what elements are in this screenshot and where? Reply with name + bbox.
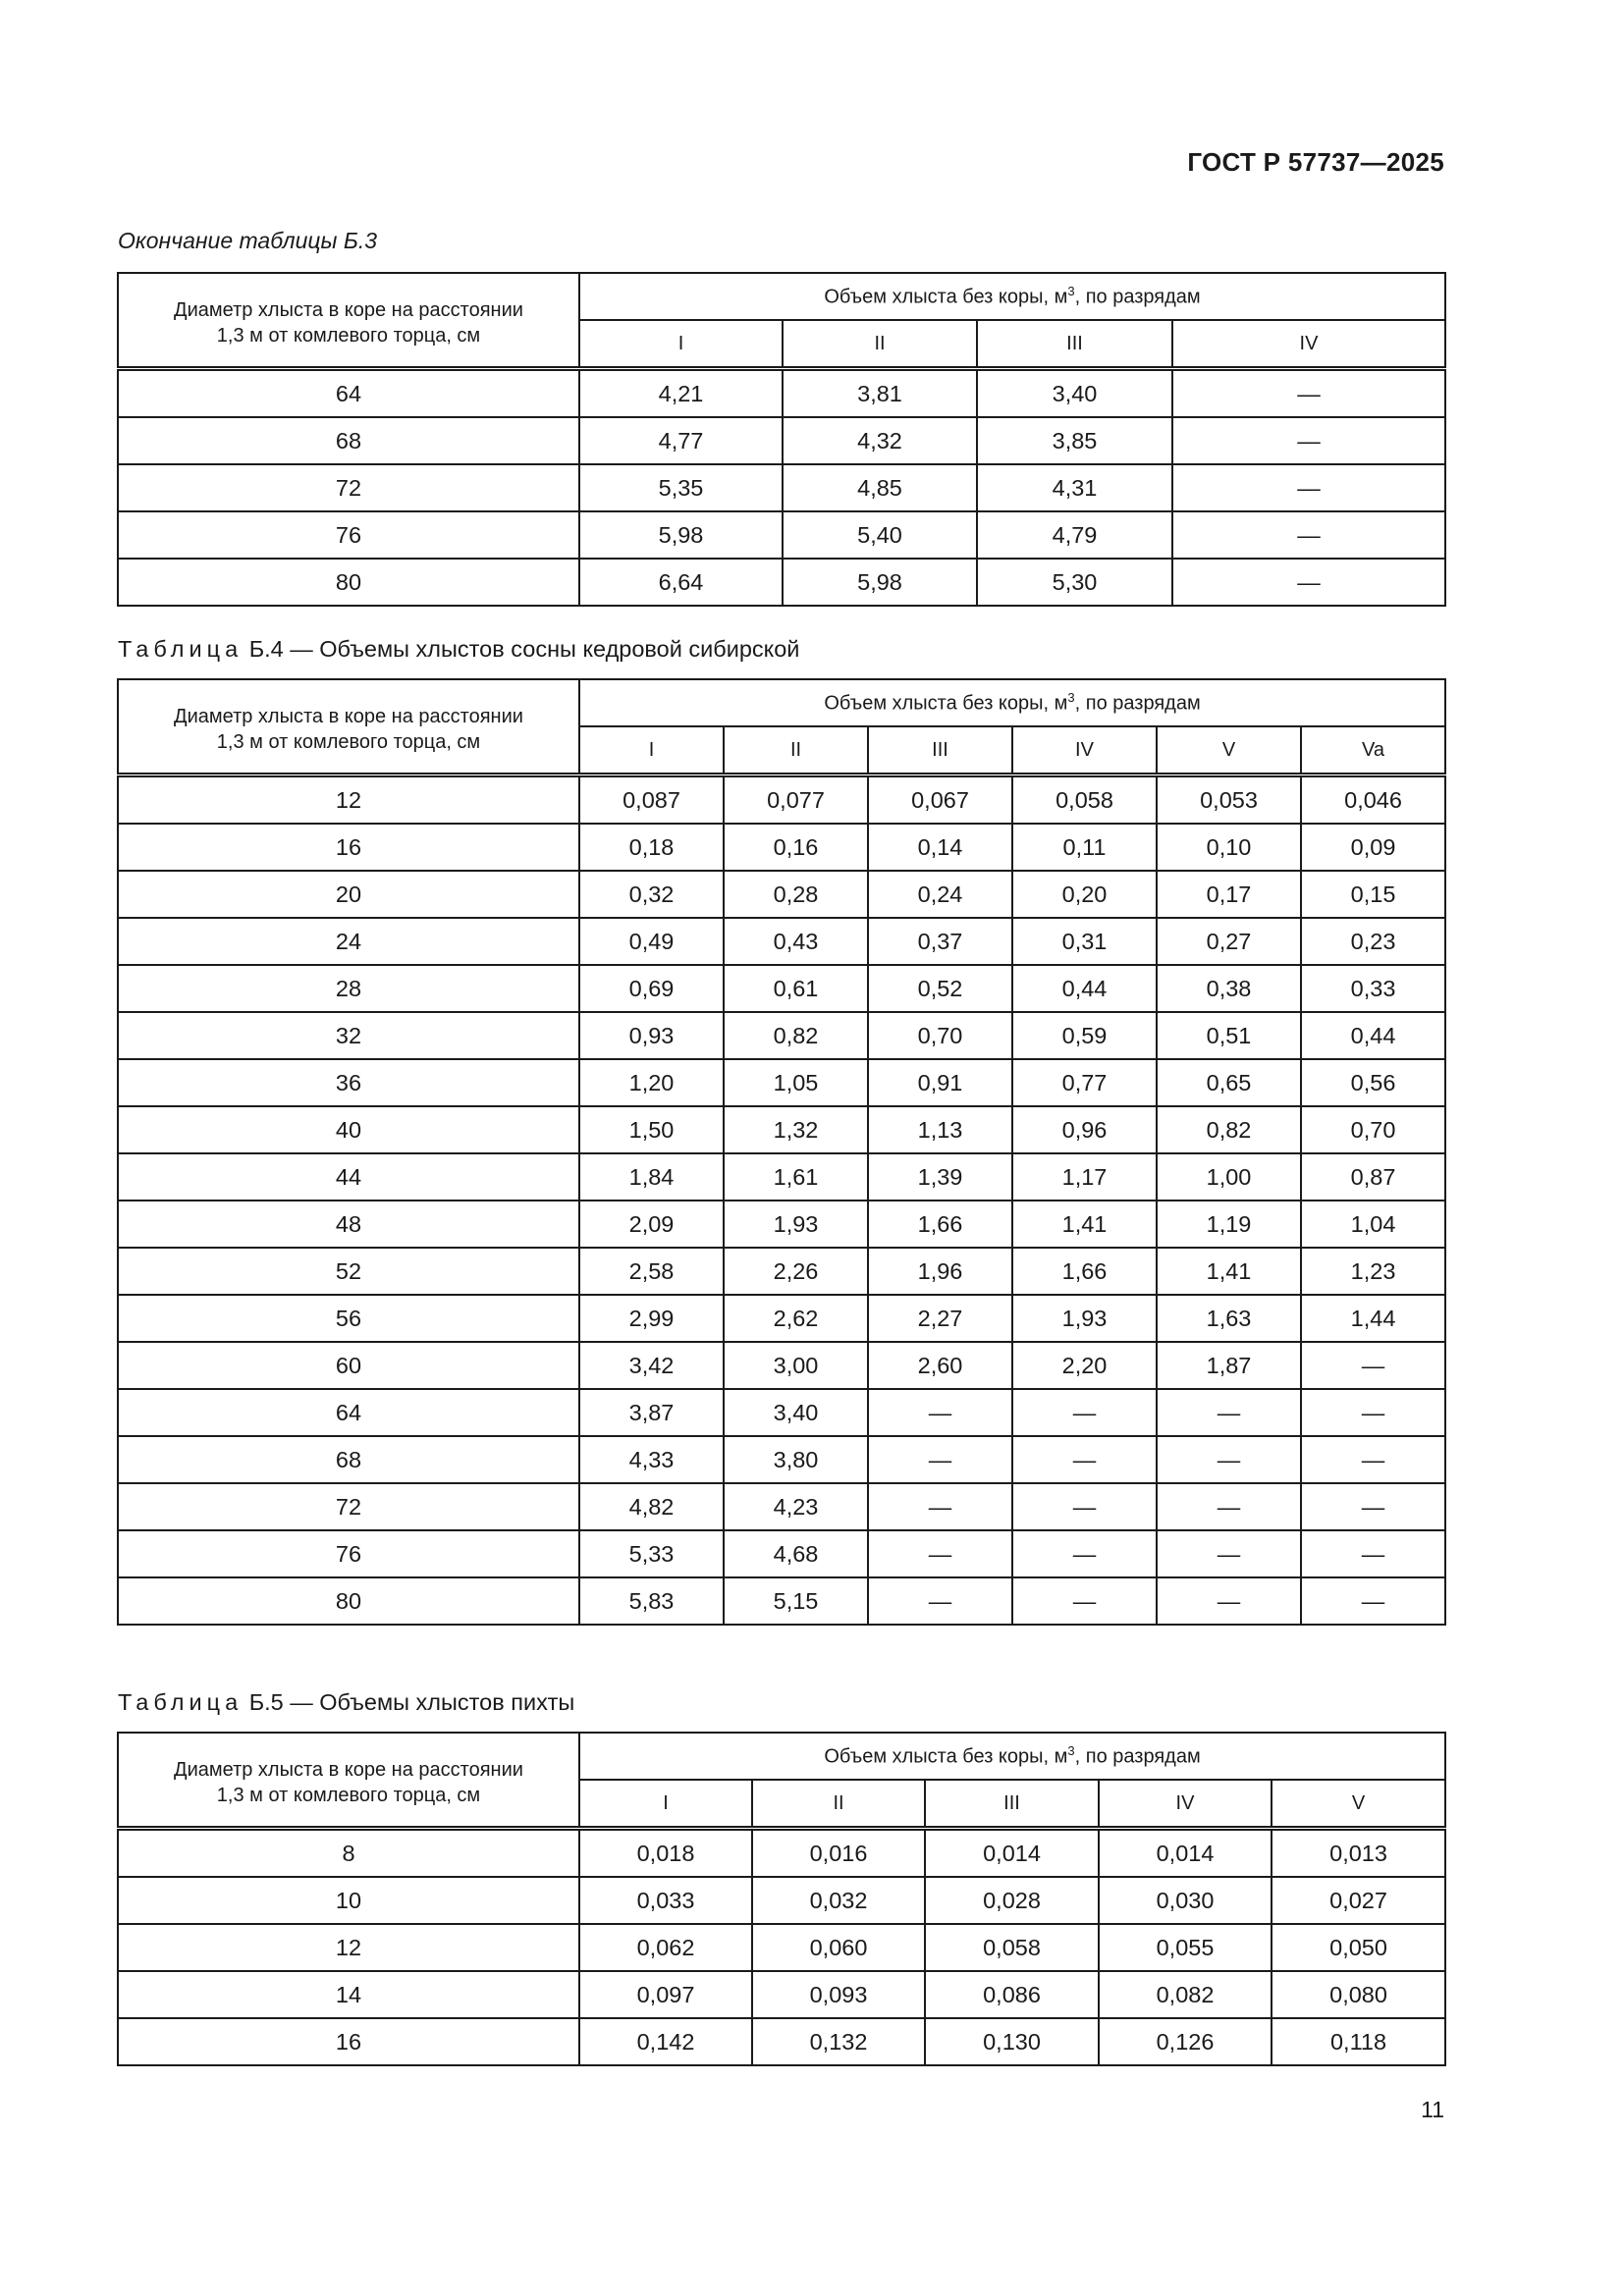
volume-cell: 0,032 bbox=[752, 1877, 925, 1924]
volume-cell: — bbox=[1301, 1389, 1445, 1436]
volume-cell: 0,24 bbox=[868, 871, 1012, 918]
diameter-cell: 76 bbox=[118, 511, 579, 559]
table-b4-caption-text: Б.4 — Объемы хлыстов сосны кедровой сибирской bbox=[248, 636, 800, 662]
table-row bbox=[118, 871, 1445, 918]
volume-cell: 0,087 bbox=[579, 775, 724, 825]
volume-cell: 0,44 bbox=[1301, 1012, 1445, 1059]
volume-header-sup: 3 bbox=[1067, 690, 1075, 706]
table-b4-caption bbox=[118, 636, 799, 663]
volume-cell: 4,79 bbox=[977, 511, 1172, 559]
page-number: 11 bbox=[1421, 2097, 1444, 2122]
table-row bbox=[118, 1971, 1445, 2018]
diameter-cell: 68 bbox=[118, 1436, 579, 1483]
volume-cell: 0,060 bbox=[752, 1924, 925, 1971]
table-row bbox=[118, 1483, 1445, 1530]
volume-cell: 0,27 bbox=[1157, 918, 1301, 965]
volume-cell: 0,17 bbox=[1157, 871, 1301, 918]
volume-cell: 0,093 bbox=[752, 1971, 925, 2018]
table-row bbox=[118, 1012, 1445, 1059]
volume-cell: — bbox=[868, 1483, 1012, 1530]
volume-cell: 0,87 bbox=[1301, 1153, 1445, 1201]
diameter-header-line1: Диаметр хлыста в коре на расстоянии bbox=[174, 1759, 523, 1781]
volume-cell: 0,10 bbox=[1157, 824, 1301, 871]
volume-cell: — bbox=[1012, 1577, 1157, 1625]
table-row bbox=[118, 1829, 1445, 1878]
volume-cell: — bbox=[1301, 1577, 1445, 1625]
volume-cell: 1,04 bbox=[1301, 1201, 1445, 1248]
diameter-cell: 56 bbox=[118, 1295, 579, 1342]
diameter-cell: 24 bbox=[118, 918, 579, 965]
volume-header bbox=[579, 679, 1445, 726]
table-row bbox=[118, 1059, 1445, 1106]
volume-header-suffix: , по разрядам bbox=[1074, 1745, 1201, 1768]
volume-cell: 4,77 bbox=[579, 417, 783, 464]
table-row bbox=[118, 1342, 1445, 1389]
volume-cell: 5,83 bbox=[579, 1577, 724, 1625]
volume-cell: 0,44 bbox=[1012, 965, 1157, 1012]
volume-cell: 0,058 bbox=[1012, 775, 1157, 825]
volume-cell: 3,40 bbox=[724, 1389, 868, 1436]
volume-cell: 0,013 bbox=[1272, 1829, 1445, 1878]
volume-cell: 2,20 bbox=[1012, 1342, 1157, 1389]
class-header: III bbox=[868, 726, 1012, 775]
diameter-header bbox=[118, 679, 579, 775]
volume-cell: 0,14 bbox=[868, 824, 1012, 871]
table-row bbox=[118, 1577, 1445, 1625]
table-row bbox=[118, 559, 1445, 606]
diameter-cell: 8 bbox=[118, 1829, 579, 1878]
table-row bbox=[118, 464, 1445, 511]
volume-cell: — bbox=[1301, 1483, 1445, 1530]
volume-cell: 0,082 bbox=[1099, 1971, 1272, 2018]
volume-cell: 3,42 bbox=[579, 1342, 724, 1389]
volume-cell: 1,39 bbox=[868, 1153, 1012, 1201]
volume-cell: — bbox=[1012, 1436, 1157, 1483]
table-b3 bbox=[117, 272, 1446, 607]
table-row bbox=[118, 824, 1445, 871]
diameter-header bbox=[118, 273, 579, 369]
diameter-cell: 48 bbox=[118, 1201, 579, 1248]
table-row bbox=[118, 1389, 1445, 1436]
volume-cell: 0,030 bbox=[1099, 1877, 1272, 1924]
table-row bbox=[118, 1924, 1445, 1971]
table-b3-caption: Окончание таблицы Б.3 bbox=[118, 228, 378, 253]
class-header: II bbox=[724, 726, 868, 775]
document-number: ГОСТ Р 57737—2025 bbox=[1187, 147, 1444, 177]
volume-cell: 4,21 bbox=[579, 369, 783, 418]
volume-cell: 1,93 bbox=[1012, 1295, 1157, 1342]
volume-cell: 3,80 bbox=[724, 1436, 868, 1483]
volume-cell: — bbox=[1172, 369, 1445, 418]
diameter-cell: 12 bbox=[118, 1924, 579, 1971]
volume-cell: — bbox=[1157, 1483, 1301, 1530]
volume-cell: 1,96 bbox=[868, 1248, 1012, 1295]
volume-cell: 0,70 bbox=[1301, 1106, 1445, 1153]
table-row bbox=[118, 1153, 1445, 1201]
diameter-cell: 20 bbox=[118, 871, 579, 918]
volume-cell: 0,11 bbox=[1012, 824, 1157, 871]
volume-cell: 4,82 bbox=[579, 1483, 724, 1530]
table-b5 bbox=[117, 1732, 1446, 2066]
volume-cell: 5,35 bbox=[579, 464, 783, 511]
class-header: I bbox=[579, 726, 724, 775]
volume-cell: 2,99 bbox=[579, 1295, 724, 1342]
volume-cell: 0,93 bbox=[579, 1012, 724, 1059]
volume-cell: 1,66 bbox=[1012, 1248, 1157, 1295]
volume-cell: 0,09 bbox=[1301, 824, 1445, 871]
diameter-cell: 76 bbox=[118, 1530, 579, 1577]
volume-cell: — bbox=[1012, 1389, 1157, 1436]
volume-cell: 4,23 bbox=[724, 1483, 868, 1530]
volume-header bbox=[579, 273, 1445, 320]
volume-cell: — bbox=[1172, 417, 1445, 464]
table-row bbox=[118, 965, 1445, 1012]
volume-cell: — bbox=[1157, 1389, 1301, 1436]
volume-cell: 1,66 bbox=[868, 1201, 1012, 1248]
class-header: II bbox=[783, 320, 977, 369]
table-b5-caption-text: Б.5 — Объемы хлыстов пихты bbox=[248, 1689, 575, 1715]
volume-cell: 1,87 bbox=[1157, 1342, 1301, 1389]
table-b4-caption-label: Таблица bbox=[118, 636, 244, 662]
table-row bbox=[118, 918, 1445, 965]
table-row bbox=[118, 2018, 1445, 2065]
volume-cell: 0,23 bbox=[1301, 918, 1445, 965]
diameter-cell: 60 bbox=[118, 1342, 579, 1389]
volume-cell: — bbox=[1012, 1483, 1157, 1530]
table-b5-caption-label: Таблица bbox=[118, 1689, 244, 1715]
volume-cell: — bbox=[1301, 1436, 1445, 1483]
volume-cell: 0,014 bbox=[1099, 1829, 1272, 1878]
class-header: IV bbox=[1172, 320, 1445, 369]
volume-header-sup: 3 bbox=[1067, 284, 1075, 299]
volume-cell: 5,33 bbox=[579, 1530, 724, 1577]
class-header: II bbox=[752, 1780, 925, 1829]
volume-cell: 0,062 bbox=[579, 1924, 752, 1971]
volume-cell: 0,130 bbox=[925, 2018, 1099, 2065]
volume-cell: 0,32 bbox=[579, 871, 724, 918]
volume-cell: 4,68 bbox=[724, 1530, 868, 1577]
volume-cell: 1,20 bbox=[579, 1059, 724, 1106]
volume-cell: 0,142 bbox=[579, 2018, 752, 2065]
diameter-header bbox=[118, 1733, 579, 1829]
diameter-header-line2: 1,3 м от комлевого торца, см bbox=[216, 325, 481, 347]
diameter-header-line2: 1,3 м от комлевого торца, см bbox=[216, 1785, 481, 1806]
diameter-cell: 40 bbox=[118, 1106, 579, 1153]
volume-cell: 0,053 bbox=[1157, 775, 1301, 825]
table-row bbox=[118, 1106, 1445, 1153]
volume-cell: 0,033 bbox=[579, 1877, 752, 1924]
volume-cell: — bbox=[1172, 559, 1445, 606]
diameter-cell: 36 bbox=[118, 1059, 579, 1106]
volume-cell: 4,31 bbox=[977, 464, 1172, 511]
diameter-cell: 52 bbox=[118, 1248, 579, 1295]
volume-cell: — bbox=[1172, 511, 1445, 559]
diameter-cell: 12 bbox=[118, 775, 579, 825]
volume-cell: 6,64 bbox=[579, 559, 783, 606]
volume-cell: 1,41 bbox=[1012, 1201, 1157, 1248]
volume-cell: 1,17 bbox=[1012, 1153, 1157, 1201]
class-header: I bbox=[579, 1780, 752, 1829]
volume-cell: 0,16 bbox=[724, 824, 868, 871]
table-row bbox=[118, 369, 1445, 418]
volume-cell: — bbox=[1301, 1342, 1445, 1389]
volume-cell: 1,00 bbox=[1157, 1153, 1301, 1201]
volume-cell: — bbox=[868, 1577, 1012, 1625]
volume-cell: 0,69 bbox=[579, 965, 724, 1012]
volume-cell: 5,98 bbox=[579, 511, 783, 559]
table-row bbox=[118, 1436, 1445, 1483]
volume-cell: 0,56 bbox=[1301, 1059, 1445, 1106]
table-row bbox=[118, 775, 1445, 825]
volume-cell: 0,43 bbox=[724, 918, 868, 965]
volume-cell: 1,84 bbox=[579, 1153, 724, 1201]
volume-cell: — bbox=[868, 1436, 1012, 1483]
diameter-cell: 68 bbox=[118, 417, 579, 464]
diameter-cell: 72 bbox=[118, 464, 579, 511]
volume-cell: 0,49 bbox=[579, 918, 724, 965]
volume-cell: 0,014 bbox=[925, 1829, 1099, 1878]
volume-cell: 0,080 bbox=[1272, 1971, 1445, 2018]
volume-cell: 1,61 bbox=[724, 1153, 868, 1201]
volume-cell: 0,28 bbox=[724, 871, 868, 918]
volume-cell: 3,40 bbox=[977, 369, 1172, 418]
volume-cell: 0,33 bbox=[1301, 965, 1445, 1012]
volume-cell: 0,18 bbox=[579, 824, 724, 871]
table-row bbox=[118, 1295, 1445, 1342]
volume-cell: 0,132 bbox=[752, 2018, 925, 2065]
volume-cell: 0,016 bbox=[752, 1829, 925, 1878]
volume-cell: 3,00 bbox=[724, 1342, 868, 1389]
table-b5-caption bbox=[118, 1689, 574, 1716]
diameter-header-line2: 1,3 м от комлевого торца, см bbox=[216, 731, 481, 753]
diameter-cell: 16 bbox=[118, 2018, 579, 2065]
volume-cell: 0,067 bbox=[868, 775, 1012, 825]
diameter-cell: 44 bbox=[118, 1153, 579, 1201]
volume-cell: 0,51 bbox=[1157, 1012, 1301, 1059]
volume-cell: 0,96 bbox=[1012, 1106, 1157, 1153]
volume-cell: 1,50 bbox=[579, 1106, 724, 1153]
volume-cell: 0,82 bbox=[724, 1012, 868, 1059]
volume-cell: 4,32 bbox=[783, 417, 977, 464]
class-header: III bbox=[925, 1780, 1099, 1829]
table-row bbox=[118, 1877, 1445, 1924]
volume-header-prefix: Объем хлыста без коры, м bbox=[824, 286, 1068, 308]
volume-cell: 0,050 bbox=[1272, 1924, 1445, 1971]
volume-cell: 3,85 bbox=[977, 417, 1172, 464]
volume-cell: 1,41 bbox=[1157, 1248, 1301, 1295]
volume-cell: 4,85 bbox=[783, 464, 977, 511]
volume-cell: 1,32 bbox=[724, 1106, 868, 1153]
diameter-cell: 72 bbox=[118, 1483, 579, 1530]
volume-cell: 2,60 bbox=[868, 1342, 1012, 1389]
diameter-cell: 32 bbox=[118, 1012, 579, 1059]
volume-cell: 3,87 bbox=[579, 1389, 724, 1436]
volume-cell: 5,30 bbox=[977, 559, 1172, 606]
table-row bbox=[118, 1530, 1445, 1577]
class-header: III bbox=[977, 320, 1172, 369]
diameter-header-line1: Диаметр хлыста в коре на расстоянии bbox=[174, 706, 523, 727]
class-header: V bbox=[1157, 726, 1301, 775]
table-row bbox=[118, 417, 1445, 464]
diameter-cell: 14 bbox=[118, 1971, 579, 2018]
volume-cell: 0,027 bbox=[1272, 1877, 1445, 1924]
diameter-cell: 16 bbox=[118, 824, 579, 871]
volume-cell: 0,52 bbox=[868, 965, 1012, 1012]
volume-cell: — bbox=[868, 1530, 1012, 1577]
volume-cell: 0,59 bbox=[1012, 1012, 1157, 1059]
volume-cell: 0,38 bbox=[1157, 965, 1301, 1012]
volume-cell: 0,077 bbox=[724, 775, 868, 825]
volume-cell: — bbox=[868, 1389, 1012, 1436]
volume-cell: 0,61 bbox=[724, 965, 868, 1012]
volume-cell: 0,058 bbox=[925, 1924, 1099, 1971]
volume-header-prefix: Объем хлыста без коры, м bbox=[824, 1745, 1068, 1768]
volume-cell: 1,05 bbox=[724, 1059, 868, 1106]
class-header: I bbox=[579, 320, 783, 369]
volume-cell: 0,055 bbox=[1099, 1924, 1272, 1971]
volume-header-suffix: , по разрядам bbox=[1074, 692, 1201, 715]
volume-cell: 5,98 bbox=[783, 559, 977, 606]
diameter-cell: 80 bbox=[118, 559, 579, 606]
volume-cell: 0,37 bbox=[868, 918, 1012, 965]
volume-cell: 2,27 bbox=[868, 1295, 1012, 1342]
diameter-cell: 64 bbox=[118, 369, 579, 418]
volume-cell: 0,018 bbox=[579, 1829, 752, 1878]
volume-cell: 5,15 bbox=[724, 1577, 868, 1625]
volume-cell: — bbox=[1157, 1577, 1301, 1625]
volume-cell: 1,19 bbox=[1157, 1201, 1301, 1248]
volume-cell: 1,63 bbox=[1157, 1295, 1301, 1342]
table-row bbox=[118, 1248, 1445, 1295]
diameter-cell: 28 bbox=[118, 965, 579, 1012]
volume-cell: 0,77 bbox=[1012, 1059, 1157, 1106]
volume-header bbox=[579, 1733, 1445, 1780]
volume-cell: 0,70 bbox=[868, 1012, 1012, 1059]
volume-cell: 0,086 bbox=[925, 1971, 1099, 2018]
volume-cell: — bbox=[1157, 1530, 1301, 1577]
volume-cell: 0,126 bbox=[1099, 2018, 1272, 2065]
volume-cell: — bbox=[1012, 1530, 1157, 1577]
class-header: IV bbox=[1099, 1780, 1272, 1829]
volume-cell: 0,118 bbox=[1272, 2018, 1445, 2065]
table-row bbox=[118, 1201, 1445, 1248]
volume-cell: — bbox=[1157, 1436, 1301, 1483]
volume-cell: 2,62 bbox=[724, 1295, 868, 1342]
volume-cell: 1,13 bbox=[868, 1106, 1012, 1153]
volume-cell: 1,93 bbox=[724, 1201, 868, 1248]
volume-cell: 2,26 bbox=[724, 1248, 868, 1295]
volume-header-sup: 3 bbox=[1067, 1743, 1075, 1759]
table-row bbox=[118, 511, 1445, 559]
table-b4 bbox=[117, 678, 1446, 1626]
volume-cell: 0,046 bbox=[1301, 775, 1445, 825]
volume-cell: 3,81 bbox=[783, 369, 977, 418]
volume-cell: 4,33 bbox=[579, 1436, 724, 1483]
volume-cell: 0,91 bbox=[868, 1059, 1012, 1106]
volume-cell: 2,58 bbox=[579, 1248, 724, 1295]
volume-cell: 5,40 bbox=[783, 511, 977, 559]
volume-header-suffix: , по разрядам bbox=[1074, 286, 1201, 308]
volume-header-prefix: Объем хлыста без коры, м bbox=[824, 692, 1068, 715]
diameter-cell: 80 bbox=[118, 1577, 579, 1625]
volume-cell: 0,097 bbox=[579, 1971, 752, 2018]
volume-cell: 0,15 bbox=[1301, 871, 1445, 918]
volume-cell: 0,20 bbox=[1012, 871, 1157, 918]
class-header: IV bbox=[1012, 726, 1157, 775]
volume-cell: 0,31 bbox=[1012, 918, 1157, 965]
volume-cell: — bbox=[1172, 464, 1445, 511]
diameter-cell: 10 bbox=[118, 1877, 579, 1924]
volume-cell: 1,44 bbox=[1301, 1295, 1445, 1342]
diameter-cell: 64 bbox=[118, 1389, 579, 1436]
class-header: Va bbox=[1301, 726, 1445, 775]
volume-cell: 0,65 bbox=[1157, 1059, 1301, 1106]
diameter-header-line1: Диаметр хлыста в коре на расстоянии bbox=[174, 299, 523, 321]
class-header: V bbox=[1272, 1780, 1445, 1829]
volume-cell: 2,09 bbox=[579, 1201, 724, 1248]
volume-cell: 0,82 bbox=[1157, 1106, 1301, 1153]
volume-cell: 1,23 bbox=[1301, 1248, 1445, 1295]
volume-cell: — bbox=[1301, 1530, 1445, 1577]
volume-cell: 0,028 bbox=[925, 1877, 1099, 1924]
